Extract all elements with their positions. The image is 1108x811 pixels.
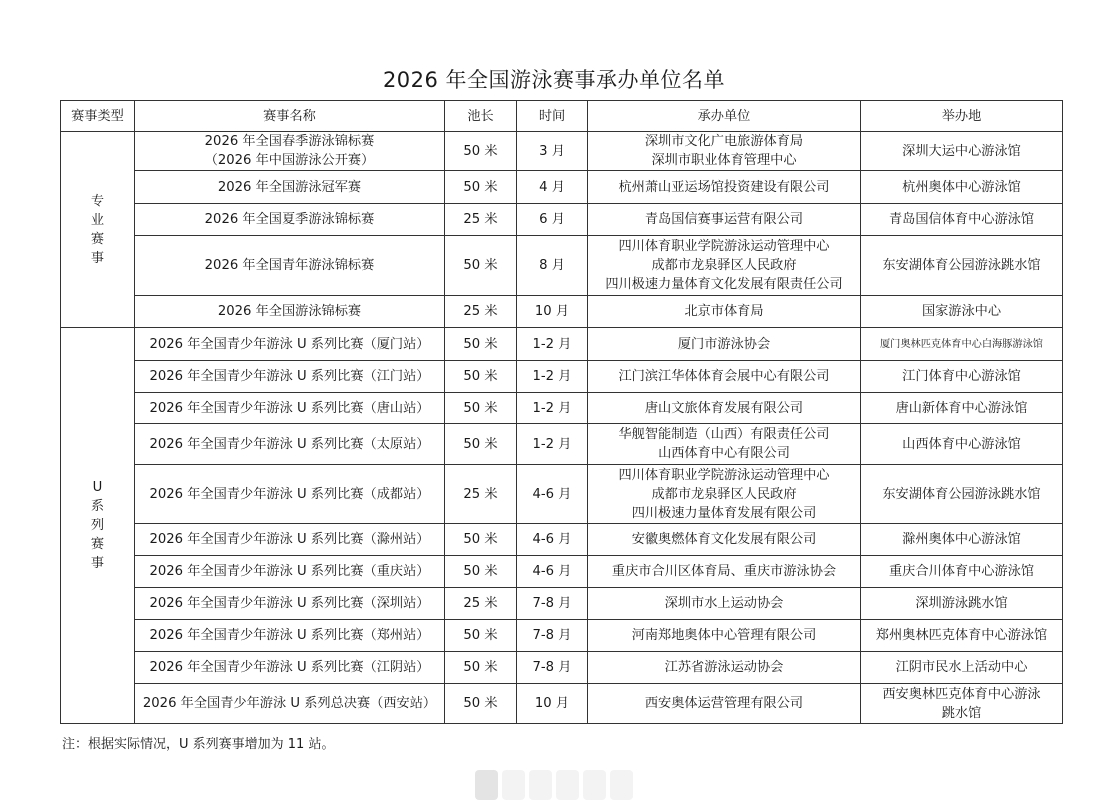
pager-dot[interactable] (502, 770, 525, 800)
event-name: 2026 年全国青少年游泳 U 系列比赛（郑州站） (135, 620, 445, 652)
event-time: 8 月 (517, 236, 588, 296)
header-name: 赛事名称 (135, 101, 445, 132)
organizer: 深圳市文化广电旅游体育局 深圳市职业体育管理中心 (588, 132, 861, 171)
event-name: 2026 年全国青少年游泳 U 系列比赛（厦门站） (135, 328, 445, 361)
events-table (60, 100, 1063, 724)
pool-length: 50 米 (445, 132, 517, 171)
pool-length: 50 米 (445, 361, 517, 393)
event-time: 4-6 月 (517, 556, 588, 588)
organizer: 唐山文旅体育发展有限公司 (588, 393, 861, 424)
organizer: 北京市体育局 (588, 296, 861, 328)
event-name: 2026 年全国青少年游泳 U 系列比赛（江门站） (135, 361, 445, 393)
header-organizer: 承办单位 (588, 101, 861, 132)
event-name: 2026 年全国夏季游泳锦标赛 (135, 204, 445, 236)
page-title: 2026 年全国游泳赛事承办单位名单 (382, 68, 726, 92)
event-name: 2026 年全国青少年游泳 U 系列总决赛（西安站） (135, 684, 445, 724)
organizer: 厦门市游泳协会 (588, 328, 861, 361)
venue: 滁州奥体中心游泳馆 (861, 524, 1063, 556)
event-time: 10 月 (517, 684, 588, 724)
table-row (61, 361, 1063, 393)
event-time: 1-2 月 (517, 424, 588, 465)
header-venue: 举办地 (861, 101, 1063, 132)
venue: 山西体育中心游泳馆 (861, 424, 1063, 465)
event-name: 2026 年全国青少年游泳 U 系列比赛（成都站） (135, 465, 445, 524)
venue: 江门体育中心游泳馆 (861, 361, 1063, 393)
image-pager[interactable] (475, 770, 633, 800)
organizer: 华舰智能制造（山西）有限责任公司 山西体育中心有限公司 (588, 424, 861, 465)
event-time: 4-6 月 (517, 524, 588, 556)
event-time: 3 月 (517, 132, 588, 171)
organizer: 安徽奥燃体育文化发展有限公司 (588, 524, 861, 556)
pool-length: 50 米 (445, 171, 517, 204)
organizer: 西安奥体运营管理有限公司 (588, 684, 861, 724)
event-name: 2026 年全国青少年游泳 U 系列比赛（唐山站） (135, 393, 445, 424)
event-name: 2026 年全国青少年游泳 U 系列比赛（重庆站） (135, 556, 445, 588)
event-name: 2026 年全国春季游泳锦标赛 （2026 年中国游泳公开赛） (135, 132, 445, 171)
venue: 江阴市民水上活动中心 (861, 652, 1063, 684)
event-time: 1-2 月 (517, 393, 588, 424)
table-row (61, 652, 1063, 684)
event-name: 2026 年全国青少年游泳 U 系列比赛（深圳站） (135, 588, 445, 620)
event-name: 2026 年全国游泳锦标赛 (135, 296, 445, 328)
event-time: 4-6 月 (517, 465, 588, 524)
table-row (61, 524, 1063, 556)
pager-dot[interactable] (529, 770, 552, 800)
pool-length: 50 米 (445, 556, 517, 588)
venue: 青岛国信体育中心游泳馆 (861, 204, 1063, 236)
header-time: 时间 (517, 101, 588, 132)
venue: 西安奥林匹克体育中心游泳 跳水馆 (861, 684, 1063, 724)
venue: 深圳大运中心游泳馆 (861, 132, 1063, 171)
event-name: 2026 年全国青少年游泳 U 系列比赛（太原站） (135, 424, 445, 465)
table-header-row (61, 101, 1063, 132)
table-row (61, 620, 1063, 652)
venue: 深圳游泳跳水馆 (861, 588, 1063, 620)
category-pro: 专 业 赛 事 (61, 132, 135, 328)
organizer: 深圳市水上运动协会 (588, 588, 861, 620)
pager-dot[interactable] (610, 770, 633, 800)
organizer: 江苏省游泳运动协会 (588, 652, 861, 684)
table-row (61, 465, 1063, 524)
table-row (61, 204, 1063, 236)
header-pool: 池长 (445, 101, 517, 132)
pool-length: 50 米 (445, 524, 517, 556)
pager-dot[interactable] (556, 770, 579, 800)
event-time: 6 月 (517, 204, 588, 236)
event-time: 7-8 月 (517, 652, 588, 684)
table-row (61, 328, 1063, 361)
table-row (61, 556, 1063, 588)
event-time: 1-2 月 (517, 361, 588, 393)
event-time: 10 月 (517, 296, 588, 328)
event-name: 2026 年全国游泳冠军赛 (135, 171, 445, 204)
organizer: 青岛国信赛事运营有限公司 (588, 204, 861, 236)
category-u-series: U 系 列 赛 事 (61, 328, 135, 724)
venue: 重庆合川体育中心游泳馆 (861, 556, 1063, 588)
organizer: 重庆市合川区体育局、重庆市游泳协会 (588, 556, 861, 588)
pool-length: 50 米 (445, 393, 517, 424)
table-row (61, 296, 1063, 328)
organizer: 河南郑地奥体中心管理有限公司 (588, 620, 861, 652)
pool-length: 25 米 (445, 588, 517, 620)
pool-length: 50 米 (445, 424, 517, 465)
pool-length: 50 米 (445, 236, 517, 296)
event-name: 2026 年全国青年游泳锦标赛 (135, 236, 445, 296)
pool-length: 50 米 (445, 652, 517, 684)
pool-length: 50 米 (445, 328, 517, 361)
table-row (61, 171, 1063, 204)
venue: 东安湖体育公园游泳跳水馆 (861, 236, 1063, 296)
table-row (61, 236, 1063, 296)
table-row (61, 424, 1063, 465)
event-time: 7-8 月 (517, 588, 588, 620)
event-time: 1-2 月 (517, 328, 588, 361)
venue: 杭州奥体中心游泳馆 (861, 171, 1063, 204)
table-row (61, 588, 1063, 620)
organizer: 杭州萧山亚运场馆投资建设有限公司 (588, 171, 861, 204)
pool-length: 50 米 (445, 620, 517, 652)
organizer: 江门滨江华体体育会展中心有限公司 (588, 361, 861, 393)
event-time: 7-8 月 (517, 620, 588, 652)
venue: 国家游泳中心 (861, 296, 1063, 328)
footnote: 注：根据实际情况，U 系列赛事增加为 11 站。 (62, 737, 335, 752)
organizer: 四川体育职业学院游泳运动管理中心 成都市龙泉驿区人民政府 四川极速力量体育发展有限公司 (588, 465, 861, 524)
table-row (61, 132, 1063, 171)
venue: 东安湖体育公园游泳跳水馆 (861, 465, 1063, 524)
organizer: 四川体育职业学院游泳运动管理中心 成都市龙泉驿区人民政府 四川极速力量体育文化发展有限责任公司 (588, 236, 861, 296)
event-name: 2026 年全国青少年游泳 U 系列比赛（江阴站） (135, 652, 445, 684)
pool-length: 50 米 (445, 684, 517, 724)
venue: 厦门奥林匹克体育中心白海豚游泳馆 (861, 328, 1063, 361)
venue: 唐山新体育中心游泳馆 (861, 393, 1063, 424)
venue: 郑州奥林匹克体育中心游泳馆 (861, 620, 1063, 652)
event-time: 4 月 (517, 171, 588, 204)
pool-length: 25 米 (445, 204, 517, 236)
table-row (61, 684, 1063, 724)
table-row (61, 393, 1063, 424)
header-type: 赛事类型 (61, 101, 135, 132)
pager-dot[interactable] (475, 770, 498, 800)
pool-length: 25 米 (445, 465, 517, 524)
pool-length: 25 米 (445, 296, 517, 328)
pager-dot[interactable] (583, 770, 606, 800)
event-name: 2026 年全国青少年游泳 U 系列比赛（滁州站） (135, 524, 445, 556)
